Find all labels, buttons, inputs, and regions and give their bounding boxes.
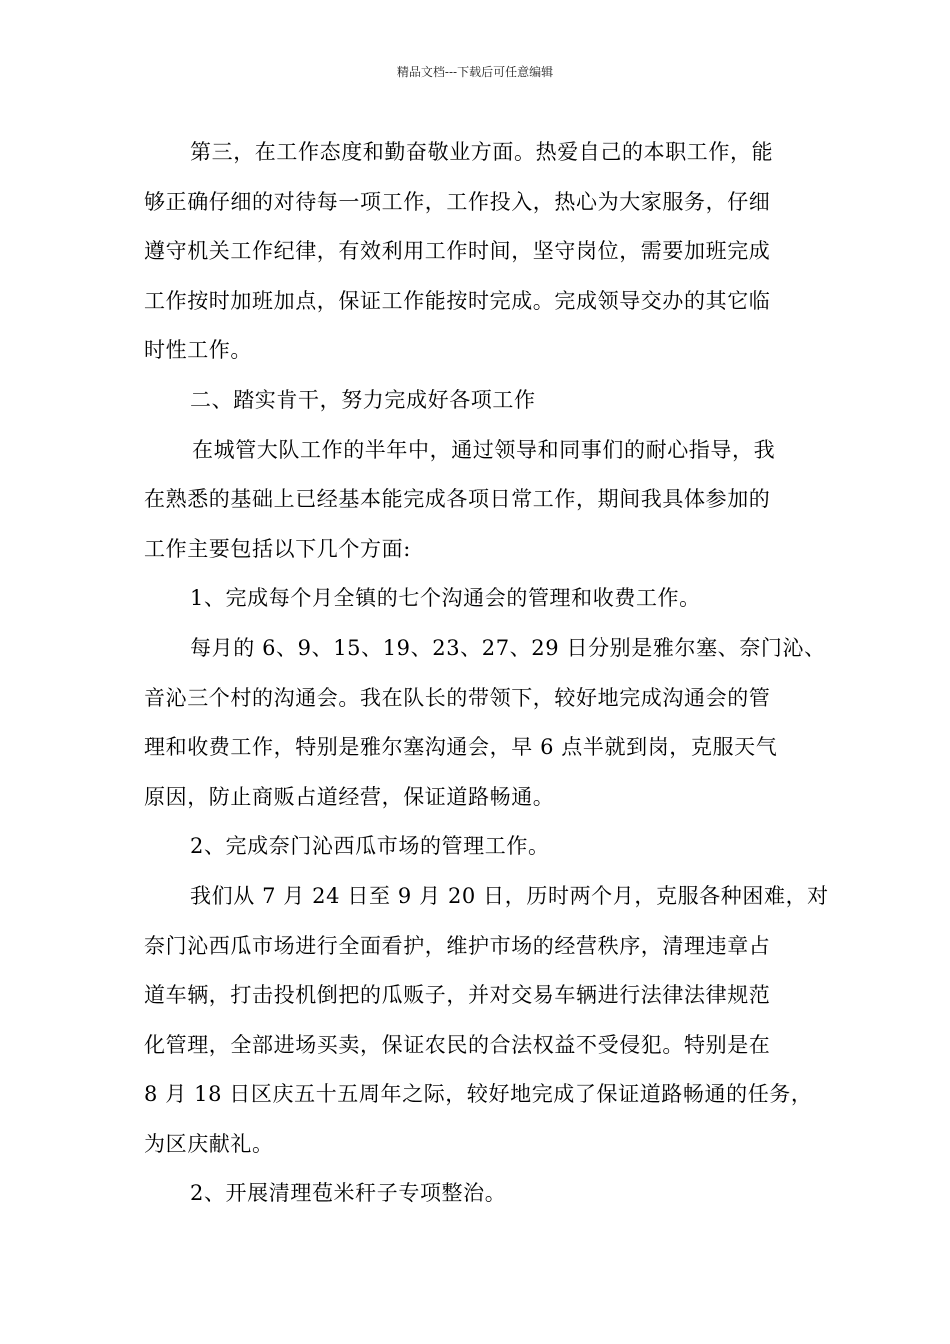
paragraph-line: 8 月 18 日区庆五十五周年之际，较好地完成了保证道路畅通的任务，: [144, 1082, 813, 1107]
paragraph-line: 音沁三个村的沟通会。我在队长的带领下，较好地完成沟通会的管: [144, 685, 771, 710]
paragraph-line: 够正确仔细的对待每一项工作，工作投入，热心为大家服务，仔细: [144, 189, 771, 214]
paragraph-line: 在熟悉的基础上已经基本能完成各项日常工作，期间我具体参加的: [144, 487, 771, 512]
section-heading: 二、踏实肯干，努力完成好各项工作: [190, 387, 536, 412]
paragraph-line: 每月的 6、9、15、19、23、27、29 日分别是雅尔塞、奈门沁、: [190, 635, 826, 660]
paragraph-line: 工作主要包括以下几个方面:: [144, 536, 411, 561]
paragraph-line: 第三，在工作态度和勤奋敬业方面。热爱自己的本职工作，能: [190, 140, 774, 164]
paragraph-line: 道车辆，打击投机倒把的瓜贩子，并对交易车辆进行法律法律规范: [144, 983, 771, 1008]
paragraph-line: 为区庆献礼。: [144, 1131, 274, 1156]
paragraph-line: 化管理，全部进场买卖，保证农民的合法权益不受侵犯。特别是在: [144, 1032, 771, 1057]
paragraph-line: 我们从 7 月 24 日至 9 月 20 日，历时两个月，克服各种困难，对: [190, 883, 829, 908]
paragraph-line: 原因，防止商贩占道经营，保证道路畅通。: [144, 784, 555, 809]
paragraph-line: 理和收费工作，特别是雅尔塞沟通会，早 6 点半就到岗，克服天气: [144, 735, 778, 760]
page-header: 精品文档---下载后可任意编辑: [396, 65, 554, 79]
paragraph-line: 奈门沁西瓜市场进行全面看护，维护市场的经营秩序，清理违章占: [144, 933, 771, 958]
list-item-heading: 2、完成奈门沁西瓜市场的管理工作。: [190, 834, 550, 859]
paragraph-line: 工作按时加班加点，保证工作能按时完成。完成领导交办的其它临: [144, 288, 771, 313]
paragraph-line: 遵守机关工作纪律，有效利用工作时间，坚守岗位，需要加班完成: [144, 239, 771, 264]
document-body: [144, 128, 829, 1219]
paragraph-line: 在城管大队工作的半年中，通过领导和同事们的耐心指导，我: [192, 437, 776, 462]
list-item-heading: 1、完成每个月全镇的七个沟通会的管理和收费工作。: [190, 586, 701, 611]
list-item-heading: 2、开展清理苞米秆子专项整治。: [190, 1181, 507, 1206]
paragraph-line: 时性工作。: [144, 338, 252, 363]
